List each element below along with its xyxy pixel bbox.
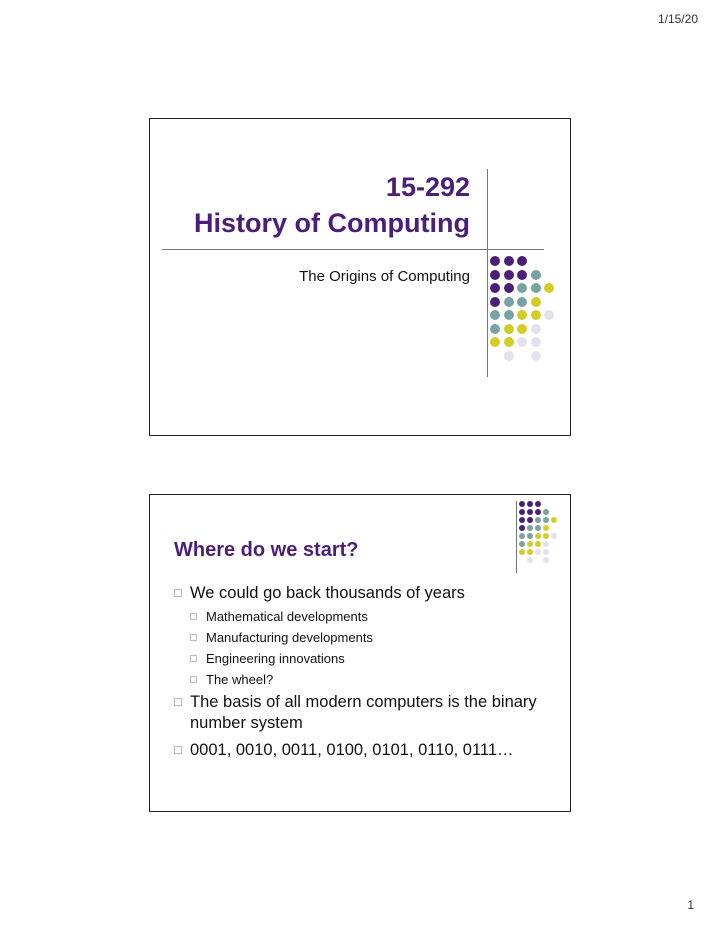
decorative-dot <box>517 283 527 293</box>
decorative-dot <box>543 549 549 555</box>
decorative-dot <box>531 270 541 280</box>
decorative-dot <box>531 310 541 320</box>
decorative-dot <box>535 541 541 547</box>
decorative-dot <box>535 533 541 539</box>
page-date: 1/15/20 <box>657 12 698 26</box>
sub-bullet-item <box>174 630 554 646</box>
bullet-square-icon <box>190 634 197 641</box>
slide-title <box>149 118 571 436</box>
bullet-text: The wheel? <box>206 672 274 687</box>
decorative-dot <box>531 283 541 293</box>
decorative-dot <box>490 283 500 293</box>
bullet-text: We could go back thousands of years <box>190 584 465 602</box>
decorative-dot <box>504 310 514 320</box>
decorative-dot <box>543 525 549 531</box>
sub-bullet-item <box>174 651 554 667</box>
decorative-dot <box>535 509 541 515</box>
decorative-dot <box>490 337 500 347</box>
decorative-dot <box>504 283 514 293</box>
decorative-dot <box>504 337 514 347</box>
bullet-item <box>174 740 554 761</box>
slide-subtitle: The Origins of Computing <box>299 268 470 285</box>
decorative-dot <box>517 270 527 280</box>
decorative-dot <box>490 297 500 307</box>
bullet-square-icon <box>174 589 182 597</box>
decorative-dot <box>490 270 500 280</box>
decorative-dot <box>535 517 541 523</box>
decorative-dot <box>531 297 541 307</box>
decorative-dot <box>543 517 549 523</box>
sub-bullet-item <box>174 609 554 625</box>
decorative-dot <box>531 351 541 361</box>
decorative-dot <box>527 525 533 531</box>
decorative-dot <box>527 557 533 563</box>
decorative-dot <box>543 541 549 547</box>
horizontal-divider <box>162 249 544 250</box>
decorative-dot <box>531 324 541 334</box>
bullet-square-icon <box>174 698 182 706</box>
decorative-dot <box>543 509 549 515</box>
bullet-square-icon <box>190 613 197 620</box>
decorative-dot <box>535 501 541 507</box>
sub-bullet-item <box>174 672 554 688</box>
decorative-dot <box>519 501 525 507</box>
decorative-dot <box>519 509 525 515</box>
decorative-dot <box>551 517 557 523</box>
course-title: History of Computing <box>194 208 470 238</box>
decorative-dot <box>527 549 533 555</box>
decorative-dot <box>517 297 527 307</box>
decorative-dot <box>551 533 557 539</box>
decorative-dot <box>543 557 549 563</box>
decorative-dot <box>527 501 533 507</box>
vertical-divider <box>516 501 517 573</box>
decorative-dot <box>535 525 541 531</box>
decorative-dot <box>490 256 500 266</box>
bullet-text: Manufacturing developments <box>206 630 373 645</box>
bullet-square-icon <box>190 655 197 662</box>
page-number: 1 <box>687 898 694 912</box>
decorative-dot <box>535 549 541 555</box>
decorative-dot <box>504 324 514 334</box>
decorative-dot <box>527 533 533 539</box>
decorative-dot <box>504 270 514 280</box>
decorative-dot <box>527 509 533 515</box>
decorative-dot <box>517 256 527 266</box>
decorative-dot <box>519 549 525 555</box>
decorative-dot <box>504 256 514 266</box>
slide-title-heading <box>194 169 470 241</box>
bullet-text: 0001, 0010, 0011, 0100, 0101, 0110, 0111… <box>190 741 514 759</box>
bullet-list <box>174 581 554 761</box>
bullet-item <box>174 692 554 734</box>
decorative-dot <box>527 517 533 523</box>
decorative-dot <box>517 337 527 347</box>
decorative-dot <box>544 283 554 293</box>
course-number: 15-292 <box>385 172 470 202</box>
bullet-text: The basis of all modern computers is the binary number system <box>190 693 537 732</box>
decorative-dot <box>527 541 533 547</box>
slide-content <box>149 494 571 812</box>
decorative-dot <box>517 310 527 320</box>
decorative-dot <box>517 324 527 334</box>
decorative-dot <box>519 541 525 547</box>
bullet-square-icon <box>174 746 182 754</box>
decorative-dot <box>543 533 549 539</box>
bullet-square-icon <box>190 676 197 683</box>
bullet-text: Engineering innovations <box>206 651 345 666</box>
decorative-dot <box>490 324 500 334</box>
vertical-divider <box>487 169 488 377</box>
decorative-dot <box>519 533 525 539</box>
decorative-dot <box>519 517 525 523</box>
slide-heading: Where do we start? <box>174 539 359 561</box>
decorative-dot <box>531 337 541 347</box>
decorative-dot <box>544 310 554 320</box>
bullet-text: Mathematical developments <box>206 609 368 624</box>
decorative-dot <box>490 310 500 320</box>
decorative-dot <box>519 525 525 531</box>
decorative-dot <box>504 297 514 307</box>
decorative-dot <box>504 351 514 361</box>
bullet-item <box>174 583 554 604</box>
